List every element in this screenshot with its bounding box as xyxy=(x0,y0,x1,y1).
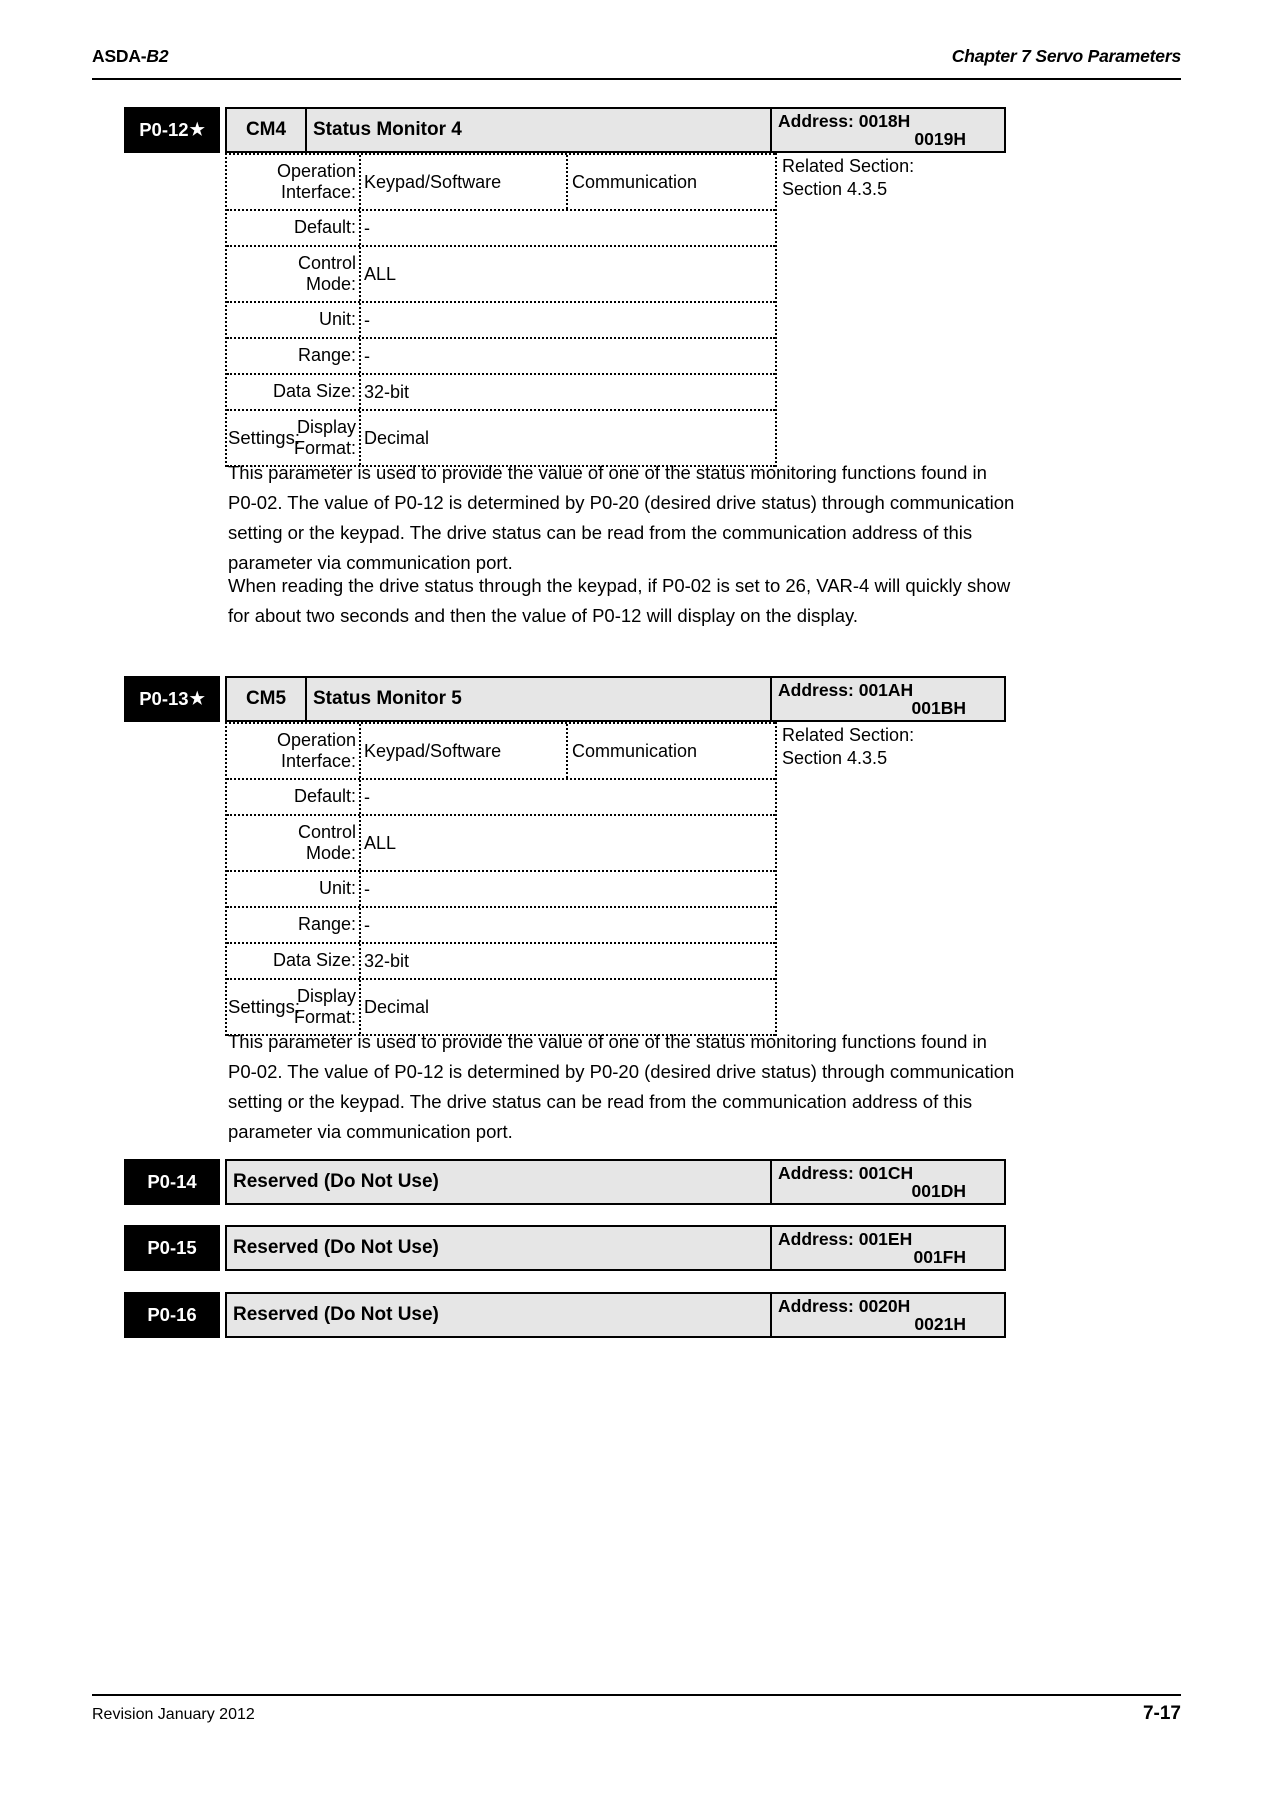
reserved-address xyxy=(772,1161,1004,1203)
parameter-header-row xyxy=(124,676,1006,722)
attribute-value-control-mode: ALL xyxy=(364,263,397,284)
reserved-name: Reserved (Do Not Use) xyxy=(227,1294,772,1336)
address-line-2: 0019H xyxy=(914,129,966,149)
operation-interface-keypad: Keypad/Software xyxy=(361,724,568,778)
attribute-row-range xyxy=(227,339,775,375)
header-left-title xyxy=(92,46,168,67)
parameter-tag-label: P0-12 xyxy=(139,119,189,140)
attribute-label xyxy=(227,155,361,209)
reserved-table xyxy=(225,1225,1006,1271)
page-footer xyxy=(92,1703,1181,1725)
settings-paragraph-2-p0-12: When reading the drive status through the keypad, if P0-02 is set to 26, VAR-4 will quickly show for about two seconds and then the value of P0-12 will display on the display. xyxy=(228,575,1011,626)
related-section-line-2: Section 4.3.5 xyxy=(782,747,888,768)
reserved-block-p0-15 xyxy=(124,1225,1006,1271)
attribute-label: Unit: xyxy=(227,303,361,337)
attribute-row-control-mode xyxy=(227,247,775,303)
parameter-block-p0-13 xyxy=(124,676,1006,1036)
attribute-value-control-mode: ALL xyxy=(364,832,397,853)
attribute-label: Range: xyxy=(227,908,361,942)
attribute-label xyxy=(227,247,361,301)
operation-interface-communication: Communication xyxy=(572,171,698,192)
parameter-tag-p0-13 xyxy=(124,676,220,722)
settings-paragraph-1-p0-13: This parameter is used to provide the value of one of the status monitoring functions found in P0-02. The value of P0-12 is determined by P0-20 (desired drive status) through communication setting or the keypad. The drive status can be read from the communication address of this parameter via communication port. xyxy=(228,1031,1015,1142)
settings-label-p0-12: Settings: xyxy=(228,427,300,448)
parameter-code: CM4 xyxy=(227,109,307,151)
attribute-value-unit: - xyxy=(364,309,370,330)
reserved-address xyxy=(772,1227,1004,1269)
reserved-address xyxy=(772,1294,1004,1336)
attribute-label-line-1: Operation xyxy=(276,729,356,750)
attribute-label-line-2: Format: xyxy=(293,1007,356,1027)
attribute-label-line-1: Control xyxy=(297,252,356,273)
attribute-label-line-1: Display xyxy=(296,416,356,437)
parameter-tag-label: P0-16 xyxy=(147,1304,197,1325)
attribute-row-default xyxy=(227,780,775,816)
attribute-row-unit xyxy=(227,872,775,908)
address-line-2: 001BH xyxy=(911,698,966,718)
attribute-label-line-1: Operation xyxy=(276,160,356,181)
related-section xyxy=(775,153,1006,467)
reserved-name: Reserved (Do Not Use) xyxy=(227,1161,772,1203)
address-line-1: Address: 001EH xyxy=(778,1228,913,1249)
header-divider xyxy=(92,78,1181,80)
parameter-tag-label: P0-13 xyxy=(139,688,189,709)
address-line-2: 001DH xyxy=(911,1181,966,1201)
footer-revision: Revision January 2012 xyxy=(92,1706,255,1723)
operation-interface-keypad: Keypad/Software xyxy=(361,155,568,209)
address-line-1: Address: 0018H xyxy=(778,110,911,131)
parameter-attributes xyxy=(225,153,1006,467)
attribute-row-control-mode xyxy=(227,816,775,872)
attribute-value-default: - xyxy=(364,786,370,807)
parameter-attributes xyxy=(225,722,1006,1036)
attribute-value xyxy=(361,155,775,209)
address-line-2: 001FH xyxy=(913,1247,966,1267)
address-line-1: Address: 001CH xyxy=(778,1162,914,1183)
attribute-grid xyxy=(225,153,775,467)
parameter-name: Status Monitor 5 xyxy=(307,678,772,720)
attribute-label: Default: xyxy=(227,780,361,814)
star-icon: ★ xyxy=(189,120,205,139)
attribute-grid xyxy=(225,722,775,1036)
header-brand: ASDA- xyxy=(92,46,147,66)
address-line-1: Address: 001AH xyxy=(778,679,914,700)
parameter-tag-label: P0-15 xyxy=(147,1237,197,1258)
related-section-line-1: Related Section: xyxy=(782,156,915,176)
attribute-row-operation-interface xyxy=(227,724,775,780)
attribute-value-range: - xyxy=(364,914,370,935)
parameter-name: Status Monitor 4 xyxy=(307,109,772,151)
reserved-table xyxy=(225,1159,1006,1205)
attribute-label: Data Size: xyxy=(227,375,361,409)
parameter-block-p0-12 xyxy=(124,107,1006,467)
address-line-1: Address: 0020H xyxy=(778,1295,911,1316)
attribute-label xyxy=(227,816,361,870)
attribute-row-range xyxy=(227,908,775,944)
page-header xyxy=(92,46,1181,67)
attribute-label-line-1: Display xyxy=(296,985,356,1006)
operation-interface-communication: Communication xyxy=(572,740,698,761)
star-icon: ★ xyxy=(189,689,205,708)
parameter-tag-p0-16 xyxy=(124,1292,220,1338)
attribute-label-line-2: Interface: xyxy=(280,751,356,771)
attribute-row-default xyxy=(227,211,775,247)
reserved-block-p0-14 xyxy=(124,1159,1006,1205)
parameter-header-table xyxy=(225,107,1006,153)
attribute-label-line-2: Mode: xyxy=(305,274,356,294)
settings-label-p0-13: Settings: xyxy=(228,996,300,1017)
attribute-label: Range: xyxy=(227,339,361,373)
related-section xyxy=(775,722,1006,1036)
parameter-address xyxy=(772,109,1004,151)
attribute-row-operation-interface xyxy=(227,155,775,211)
attribute-label: Default: xyxy=(227,211,361,245)
attribute-value-display-format: Decimal xyxy=(364,427,430,448)
attribute-value xyxy=(361,724,775,778)
parameter-header-row xyxy=(124,107,1006,153)
settings-paragraph-1-p0-12: This parameter is used to provide the value of one of the status monitoring functions found in P0-02. The value of P0-12 is determined by P0-20 (desired drive status) through communication setting or the keypad. The drive status can be read from the communication address of this parameter via communication port. xyxy=(228,462,1015,573)
related-section-line-2: Section 4.3.5 xyxy=(782,178,888,199)
parameter-tag-label: P0-14 xyxy=(147,1171,197,1192)
footer-page-number: 7-17 xyxy=(1142,1703,1181,1724)
header-right-title: Chapter 7 Servo Parameters xyxy=(951,46,1181,66)
attribute-value-display-format: Decimal xyxy=(364,996,430,1017)
attribute-value-range: - xyxy=(364,345,370,366)
attribute-row-unit xyxy=(227,303,775,339)
reserved-table xyxy=(225,1292,1006,1338)
attribute-label-line-1: Control xyxy=(297,821,356,842)
attribute-label-line-2: Format: xyxy=(293,438,356,458)
attribute-value-default: - xyxy=(364,217,370,238)
attribute-label-line-2: Mode: xyxy=(305,843,356,863)
attribute-value-data-size: 32-bit xyxy=(364,381,410,402)
attribute-label: Data Size: xyxy=(227,944,361,978)
attribute-label xyxy=(227,724,361,778)
address-line-2: 0021H xyxy=(914,1314,966,1334)
parameter-tag-p0-15 xyxy=(124,1225,220,1271)
attribute-value-unit: - xyxy=(364,878,370,899)
attribute-label-line-2: Interface: xyxy=(280,182,356,202)
parameter-code: CM5 xyxy=(227,678,307,720)
attribute-label: Unit: xyxy=(227,872,361,906)
header-model: B2 xyxy=(146,46,169,66)
reserved-block-p0-16 xyxy=(124,1292,1006,1338)
parameter-tag-p0-12 xyxy=(124,107,220,153)
parameter-tag-p0-14 xyxy=(124,1159,220,1205)
parameter-header-table xyxy=(225,676,1006,722)
attribute-row-data-size xyxy=(227,944,775,980)
parameter-address xyxy=(772,678,1004,720)
footer-divider xyxy=(92,1694,1181,1696)
attribute-value-data-size: 32-bit xyxy=(364,950,410,971)
related-section-line-1: Related Section: xyxy=(782,725,915,745)
reserved-name: Reserved (Do Not Use) xyxy=(227,1227,772,1269)
attribute-row-data-size xyxy=(227,375,775,411)
